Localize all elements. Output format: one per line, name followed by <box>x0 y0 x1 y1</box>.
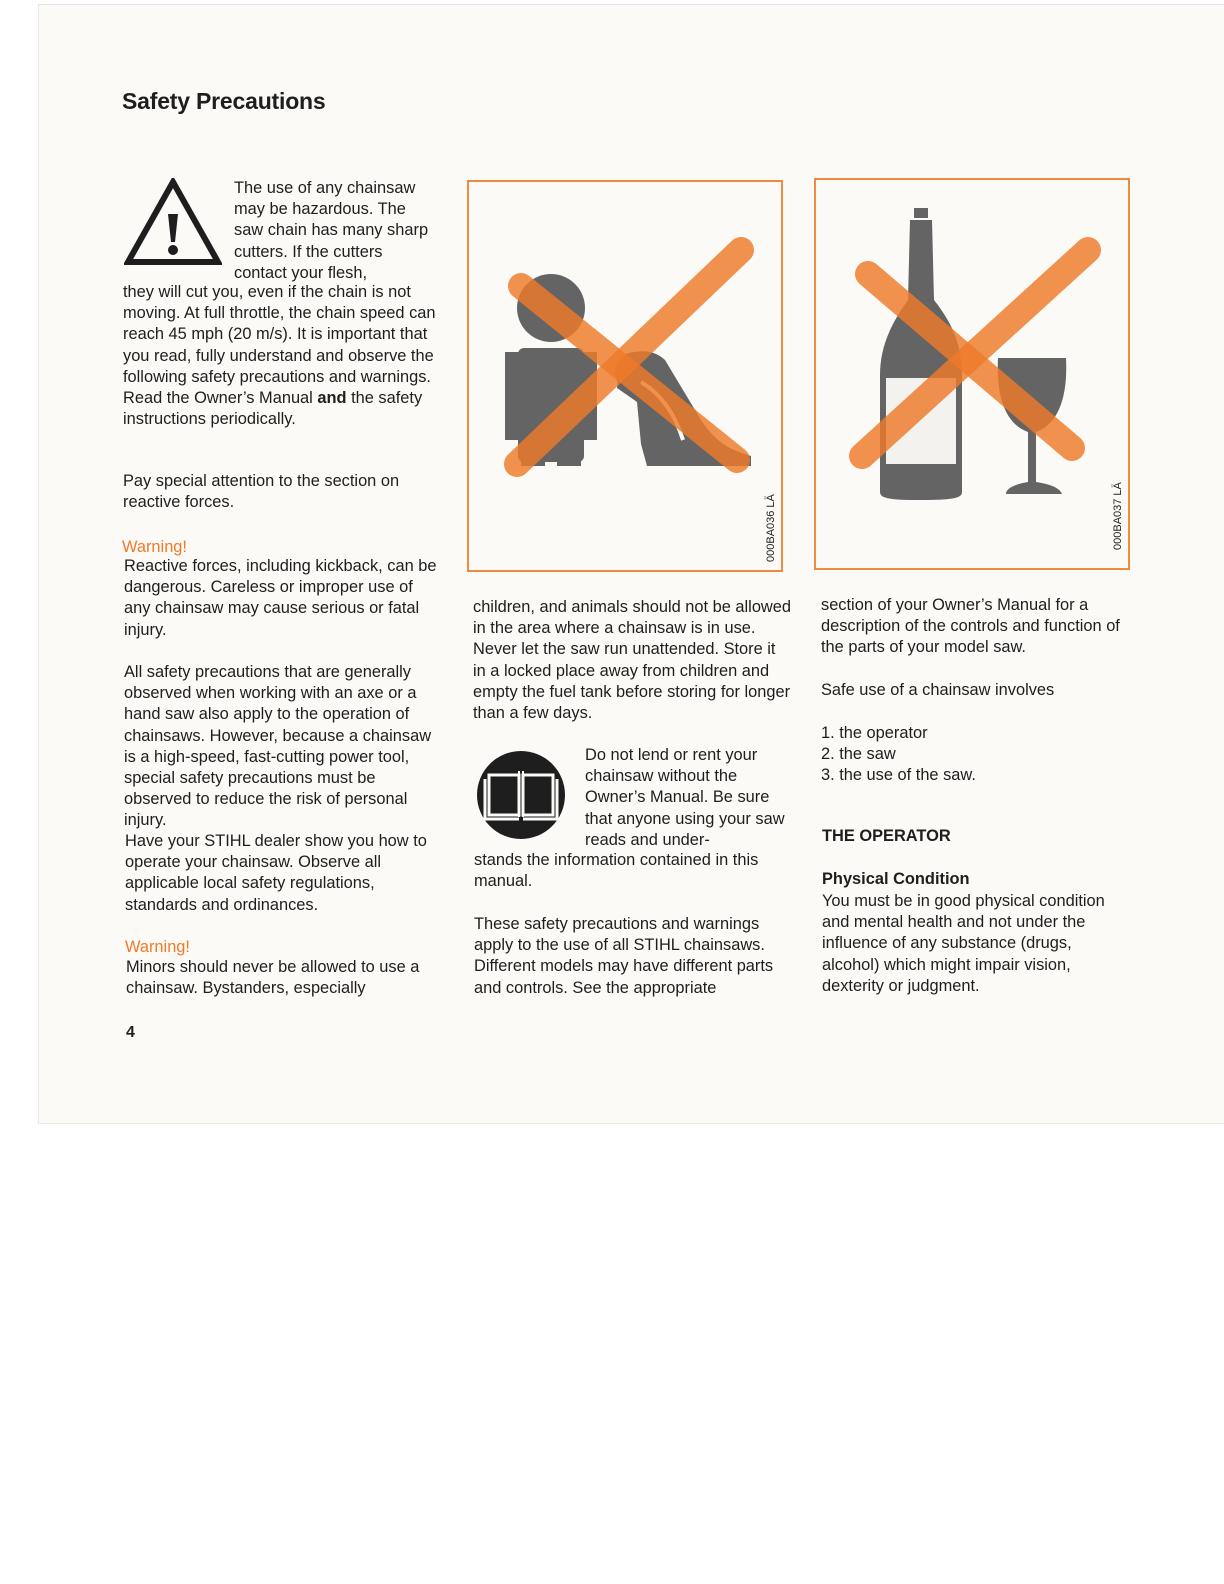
warning-text-1: Reactive forces, including kickback, can be dangerous. Careless or improper use of any chainsaw may cause serious or fatal injury. <box>124 557 437 639</box>
warning-triangle-icon <box>124 178 222 266</box>
intro-text-end: the safety instructions periodically. <box>123 389 423 429</box>
figure-no-alcohol <box>814 178 1130 570</box>
list-item: 2. the saw <box>821 745 896 764</box>
lend-text-continued: stands the information contained in this manual. <box>474 851 759 891</box>
section-paragraph: section of your Owner’s Manual for a description of the controls and function of the parts of your model saw. <box>821 596 1120 657</box>
physical-condition-paragraph: You must be in good physical condition and mental health and not under the influence of any substance (drugs, alcohol) which might impair vision, dexterity or judgment. <box>822 892 1105 995</box>
intro-text-part: they will cut you, even if the chain is not moving. At full throttle, the chain speed can reach 45 mph (20 m/s). It is important that you read, fully understand and observe the following safety precautions and warnings. Read the Owner’s Manual <box>123 283 436 408</box>
dealer-paragraph: Have your STIHL dealer show you how to operate your chainsaw. Observe all applicable local safety regulations, standards and ordinances. <box>125 832 427 914</box>
page-title: Safety Precautions <box>122 88 326 114</box>
models-paragraph: These safety precautions and warnings apply to the use of all STIHL chainsaws. Different models may have different parts and controls. See the appropriate <box>474 915 774 997</box>
page-number: 4 <box>126 1024 135 1041</box>
children-paragraph: children, and animals should not be allowed in the area where a chainsaw is in use. Never let the saw run unattended. Store it in a locked place away from children and empty the fuel tank before storing for longer than a few days. <box>473 598 792 723</box>
intro-text-bold: and <box>317 389 347 408</box>
axe-saw-paragraph: All safety precautions that are generally observed when working with an axe or a hand saw also apply to the operation of chainsaws. However, because a chainsaw is a high-speed, fast-cutting power tool, special safety precautions must be observed to reduce the risk of personal injury. <box>124 663 432 830</box>
intro-text-wrapped: The use of any chainsaw may be hazardous. The saw chain has many sharp cutters. If the cutters contact your flesh, <box>234 179 429 282</box>
manual-book-icon <box>475 749 567 841</box>
reactive-forces-paragraph: Pay special attention to the section on reactive forces. <box>123 472 400 512</box>
warning-text-2: Minors should never be allowed to use a chainsaw. Bystanders, especially <box>126 958 420 998</box>
child-dog-prohibited-illustration <box>469 182 781 570</box>
heading-operator: THE OPERATOR <box>822 827 951 845</box>
figure-code-1: 000BA036 LÄ <box>765 494 777 562</box>
figure-no-children-animals <box>467 180 783 572</box>
list-item: 3. the use of the saw. <box>821 766 976 785</box>
lend-text-wrapped: Do not lend or rent your chainsaw without the Owner’s Manual. Be sure that anyone using your saw reads and under- <box>585 746 785 849</box>
bottle-glass-prohibited-illustration <box>816 180 1128 568</box>
intro-text-continued <box>123 282 441 430</box>
figure-code-2: 000BA037 LÄ <box>1112 482 1124 550</box>
safe-use-list <box>821 723 1126 787</box>
safe-use-paragraph: Safe use of a chainsaw involves <box>821 681 1055 699</box>
warning-label-1: Warning! <box>122 538 187 556</box>
list-item: 1. the operator <box>821 724 928 742</box>
warning-label-2: Warning! <box>125 938 190 956</box>
heading-physical-condition: Physical Condition <box>822 870 970 888</box>
